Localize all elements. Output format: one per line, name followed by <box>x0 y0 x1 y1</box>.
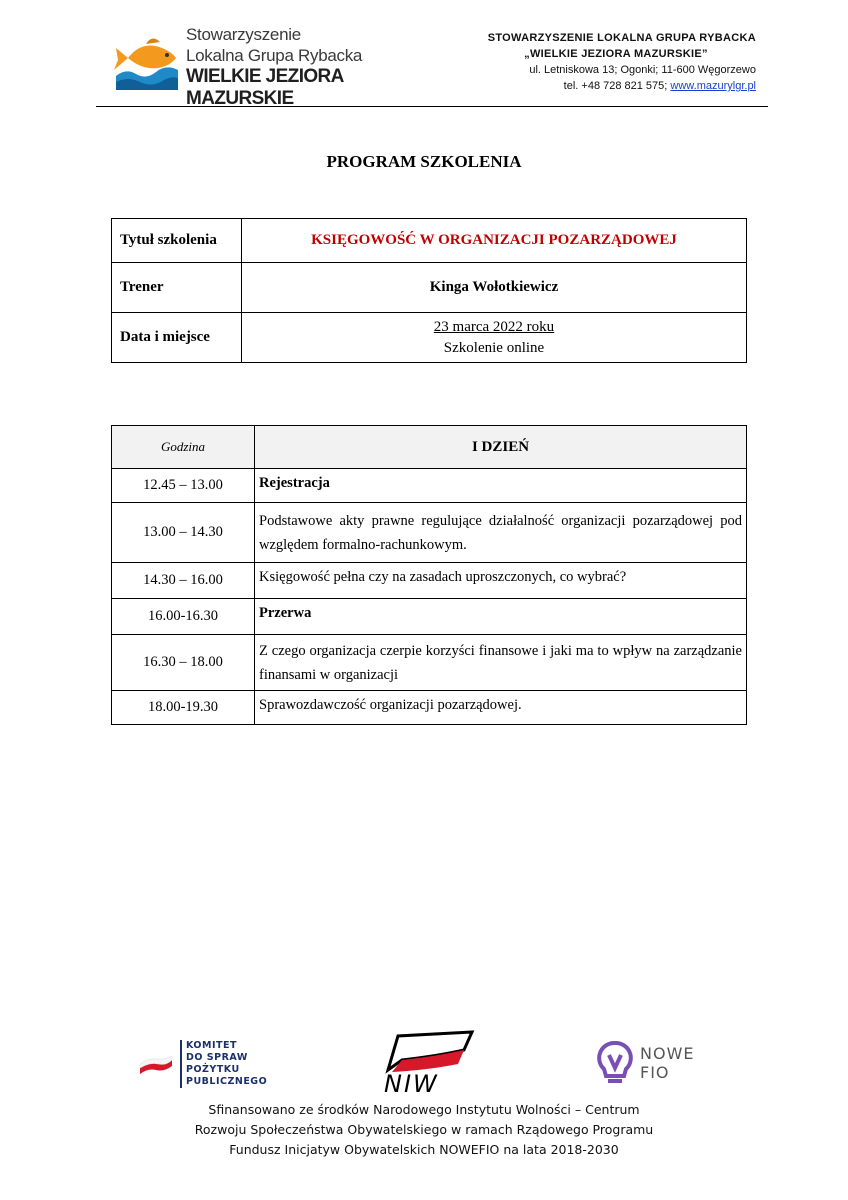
schedule-time: 12.45 – 13.00 <box>112 469 255 503</box>
org-address: ul. Letniskowa 13; Ogonki; 11-600 Węgorzewo <box>529 64 756 76</box>
kpp-divider <box>180 1040 182 1088</box>
info-trainer-label: Trener <box>112 263 242 313</box>
org-name-1: STOWARZYSZENIE LOKALNA GRUPA RYBACKA <box>487 32 756 44</box>
lgr-logo <box>112 24 432 109</box>
training-info-table <box>111 218 747 363</box>
schedule-desc: Podstawowe akty prawne regulujące działalność organizacji pozarządowej pod względem formalno-rachunkowym. <box>255 503 747 563</box>
kpp-logo <box>136 1040 296 1090</box>
header-divider <box>96 106 768 107</box>
info-date-label: Data i miejsce <box>112 313 242 363</box>
table-row <box>112 563 747 599</box>
info-row-date <box>112 313 747 363</box>
logo-line-3: WIELKIE JEZIORA MAZURSKIE <box>186 66 344 109</box>
funding-note <box>0 1100 848 1160</box>
schedule-header-row <box>112 426 747 469</box>
info-row-trainer <box>112 263 747 313</box>
funding-line-2: Rozwoju Społeczeństwa Obywatelskiego w ramach Rządowego Programu <box>194 1122 654 1137</box>
org-website-link[interactable]: www.mazurylgr.pl <box>670 80 756 92</box>
logo-line-1: Stowarzyszenie <box>186 25 301 44</box>
polish-flag-icon <box>136 1046 176 1086</box>
schedule-header-time: Godzina <box>112 426 255 469</box>
info-trainer-value: Kinga Wołotkiewicz <box>429 279 559 295</box>
org-phone-line <box>416 78 756 94</box>
kpp-line-1: KOMITET <box>186 1040 237 1051</box>
schedule-desc: Przerwa <box>255 599 747 635</box>
table-row <box>112 599 747 635</box>
info-title-value: KSIĘGOWOŚĆ W ORGANIZACJI POZARZĄDOWEJ <box>311 232 677 248</box>
schedule-desc: Księgowość pełna czy na zasadach uproszczonych, co wybrać? <box>255 563 747 599</box>
niw-logo <box>378 1030 478 1098</box>
schedule-desc: Z czego organizacja czerpie korzyści finansowe i jaki ma to wpływ na zarządzanie finansami w organizacji <box>255 635 747 691</box>
fio-line-1: NOWE <box>640 1044 695 1063</box>
schedule-time: 18.00-19.30 <box>112 691 255 725</box>
schedule-header-day: I DZIEŃ <box>255 426 747 469</box>
schedule-time: 16.30 – 18.00 <box>112 635 255 691</box>
niw-label: NIW <box>384 1070 439 1098</box>
lightbulb-icon <box>596 1040 634 1088</box>
fish-logo-icon <box>112 28 182 90</box>
kpp-line-2: DO SPRAW <box>186 1052 248 1063</box>
schedule-desc: Rejestracja <box>255 469 747 503</box>
nowefio-logo <box>596 1040 716 1090</box>
funding-line-1: Sfinansowano ze środków Narodowego Instytutu Wolności – Centrum <box>208 1102 640 1117</box>
niw-flag-icon <box>378 1030 478 1074</box>
org-contact-block <box>416 30 756 94</box>
table-row <box>112 635 747 691</box>
info-row-title <box>112 219 747 263</box>
kpp-line-4: PUBLICZNEGO <box>186 1076 268 1087</box>
org-phone: tel. +48 728 821 575; <box>563 80 668 92</box>
fio-line-2: FIO <box>640 1063 670 1082</box>
kpp-line-3: POŻYTKU <box>186 1064 240 1075</box>
document-title: PROGRAM SZKOLENIA <box>326 152 522 171</box>
logo-line-2: Lokalna Grupa Rybacka <box>186 46 363 65</box>
schedule-time: 16.00-16.30 <box>112 599 255 635</box>
table-row <box>112 503 747 563</box>
org-name-2: „WIELKIE JEZIORA MAZURSKIE” <box>524 48 708 60</box>
info-title-label: Tytuł szkolenia <box>112 219 242 263</box>
schedule-time: 13.00 – 14.30 <box>112 503 255 563</box>
info-date-value: 23 marca 2022 roku <box>433 318 555 335</box>
info-place-value: Szkolenie online <box>443 339 545 356</box>
schedule-desc: Sprawozdawczość organizacji pozarządowej. <box>255 691 747 725</box>
table-row <box>112 691 747 725</box>
schedule-time: 14.30 – 16.00 <box>112 563 255 599</box>
funding-line-3: Fundusz Inicjatyw Obywatelskich NOWEFIO na lata 2018-2030 <box>229 1142 619 1157</box>
table-row <box>112 469 747 503</box>
schedule-table <box>111 425 747 725</box>
